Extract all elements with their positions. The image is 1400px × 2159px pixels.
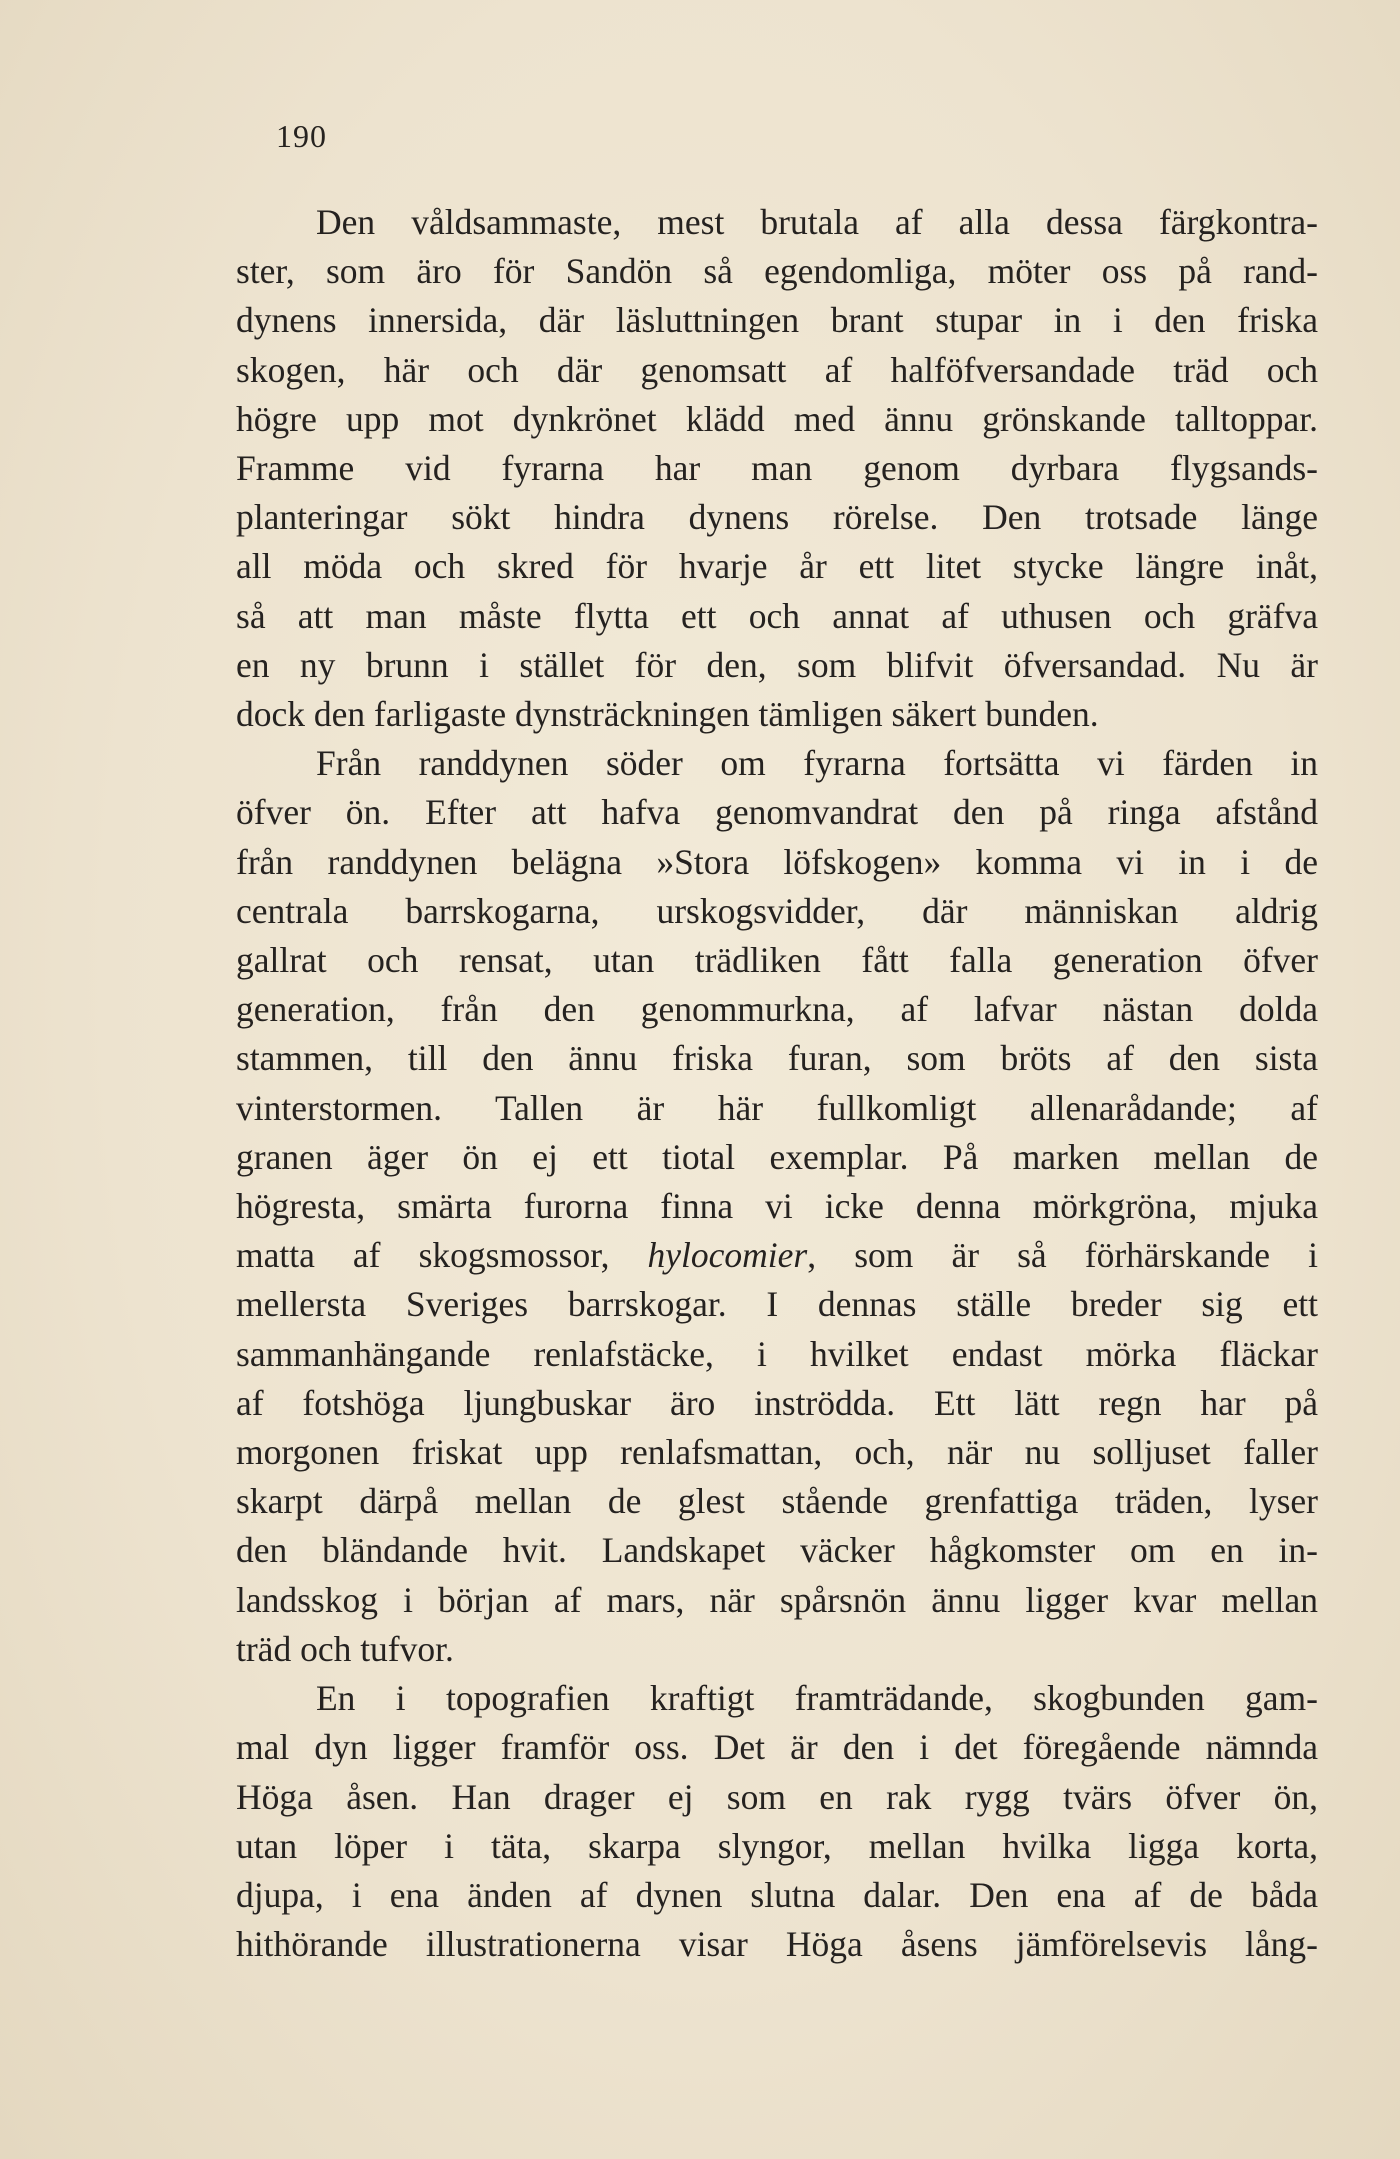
text-line: dock den farligaste dynsträckningen tämligen säkert bunden. <box>236 694 1099 735</box>
text-line: landsskog i början af mars, när spårsnön ännu ligger kvar mellan <box>236 1579 1318 1620</box>
text-line: stammen, till den ännu friska furan, som bröts af den sista <box>236 1038 1318 1079</box>
text-line-with-italic <box>236 1231 1318 1280</box>
italic-term: hylocomier <box>647 1235 808 1276</box>
text-line: Från randdynen söder om fyrarna fortsätta vi färden in <box>316 743 1318 784</box>
paragraph-3 <box>236 1674 1318 1969</box>
text-line: en ny brunn i stället för den, som blifvit öfversandad. Nu är <box>236 644 1318 685</box>
text-line: mal dyn ligger framför oss. Det är den i det föregående nämnda <box>236 1727 1318 1768</box>
paragraph-2 <box>236 739 1318 1674</box>
text-line: från randdynen belägna »Stora löfskogen» komma vi in i de <box>236 841 1318 882</box>
text-line: ster, som äro för Sandön så egendomliga, möter oss på rand- <box>236 251 1318 292</box>
text-line: planteringar sökt hindra dynens rörelse. Den trotsade länge <box>236 497 1318 538</box>
text-line: all möda och skred för hvarje år ett litet stycke längre inåt, <box>236 546 1318 587</box>
text-line: morgonen friskat upp renlafsmattan, och, när nu solljuset faller <box>236 1432 1318 1473</box>
text-line: öfver ön. Efter att hafva genomvandrat den på ringa afstånd <box>236 792 1318 833</box>
text-line: Höga åsen. Han drager ej som en rak rygg tvärs öfver ön, <box>236 1776 1318 1817</box>
text-line: högresta, smärta furorna finna vi icke denna mörkgröna, mjuka <box>236 1186 1318 1227</box>
text-segment: matta af skogsmossor, <box>236 1235 648 1276</box>
text-line: granen äger ön ej ett tiotal exemplar. På marken mellan de <box>236 1136 1318 1177</box>
text-line: vinterstormen. Tallen är här fullkomligt allenarådande; af <box>236 1087 1318 1128</box>
text-line: Framme vid fyrarna har man genom dyrbara flygsands- <box>236 448 1318 489</box>
text-line: dynens innersida, där läsluttningen brant stupar in i den friska <box>236 300 1318 341</box>
page-number: 190 <box>276 118 327 154</box>
text-segment: , som är så förhärskande i <box>807 1235 1318 1276</box>
text-line: skogen, här och där genomsatt af halföfversandade träd och <box>236 349 1318 390</box>
text-line: centrala barrskogarna, urskogsvidder, där människan aldrig <box>236 890 1318 931</box>
body-text <box>236 198 1318 1969</box>
text-line: hithörande illustrationerna visar Höga åsens jämförelsevis lång- <box>236 1924 1318 1965</box>
text-line: af fotshöga ljungbuskar äro inströdda. Ett lätt regn har på <box>236 1382 1318 1423</box>
text-line: sammanhängande renlafstäcke, i hvilket endast mörka fläckar <box>236 1333 1318 1374</box>
text-line: den bländande hvit. Landskapet väcker hågkomster om en in- <box>236 1530 1318 1571</box>
text-line: Den våldsammaste, mest brutala af alla dessa färgkontra- <box>316 202 1318 242</box>
paragraph-1 <box>236 198 1318 739</box>
text-line: En i topografien kraftigt framträdande, skogbunden gam- <box>316 1678 1318 1719</box>
text-line: mellersta Sveriges barrskogar. I dennas ställe breder sig ett <box>236 1284 1318 1325</box>
text-line: djupa, i ena änden af dynen slutna dalar. Den ena af de båda <box>236 1874 1318 1915</box>
text-line: så att man måste flytta ett och annat af uthusen och gräfva <box>236 595 1318 636</box>
text-line: skarpt därpå mellan de glest stående grenfattiga träden, lyser <box>236 1481 1318 1522</box>
text-line: gallrat och rensat, utan trädliken fått falla generation öfver <box>236 940 1318 981</box>
text-line: generation, från den genommurkna, af lafvar nästan dolda <box>236 989 1318 1030</box>
text-line: högre upp mot dynkrönet klädd med ännu grönskande talltoppar. <box>236 398 1318 439</box>
text-line: träd och tufvor. <box>236 1628 454 1669</box>
text-line: utan löper i täta, skarpa slyngor, mellan hvilka ligga korta, <box>236 1825 1318 1866</box>
